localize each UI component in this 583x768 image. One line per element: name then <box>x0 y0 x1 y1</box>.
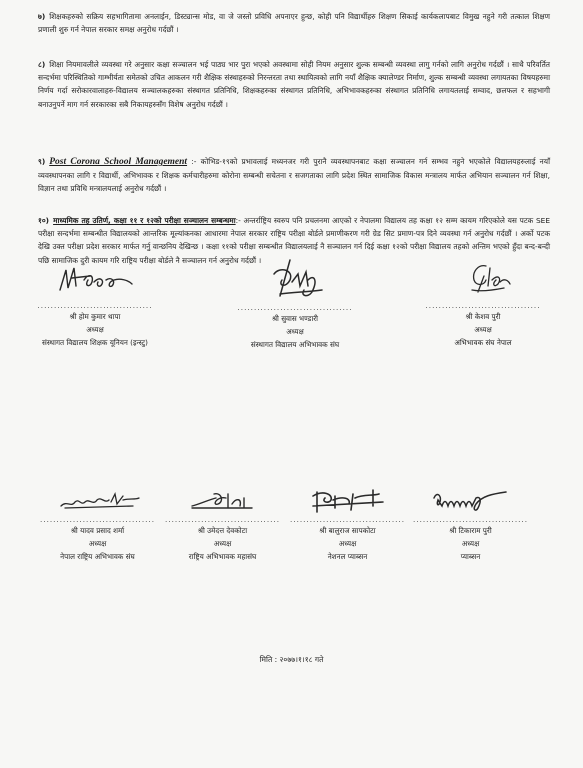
handwritten-signature-icon <box>438 258 528 302</box>
signature-line: ................................... <box>37 302 153 310</box>
signatory-name: श्री बालुराज सापकोटा <box>319 526 376 535</box>
signatory-2 <box>220 256 370 351</box>
paragraph-number: ९) <box>38 157 46 166</box>
handwritten-signature-icon <box>178 486 268 516</box>
signatory-role: अध्यक्ष <box>474 325 492 334</box>
signature-line: ................................... <box>165 516 280 524</box>
signatory-organization: अभिभावक संघ नेपाल <box>454 338 512 347</box>
signatory-role: अध्यक्ष <box>338 539 357 548</box>
handwritten-signature-icon <box>53 486 143 516</box>
signatory-organization: संस्थागत विद्यालय अभिभावक संघ <box>250 340 340 349</box>
signatory-name: श्री उमेदत्त देवकोटा <box>197 526 248 535</box>
handwritten-signature-icon <box>250 256 340 304</box>
paragraph-heading: माध्यमिक तह उतिर्ण, कक्षा ११ र १२को परीक्षा सञ्चालन सम्बन्धमा <box>53 216 236 225</box>
paragraph-number: १०) <box>38 216 50 225</box>
signatory-role: अध्यक्ष <box>88 539 107 548</box>
signatory-organization: नेपाल राष्ट्रिय अभिभावक संघ <box>60 552 135 561</box>
signature-line: ................................... <box>237 304 353 312</box>
signatory-5 <box>160 486 285 563</box>
signatory-4 <box>35 486 160 563</box>
paragraph-8 <box>38 58 550 111</box>
document-date: मिति : २०७७।१।१८ गते <box>259 655 324 664</box>
handwritten-signature-icon <box>426 486 516 516</box>
signatory-name: श्री होम कुमार थापा <box>69 312 121 321</box>
signatory-7 <box>408 486 533 563</box>
signature-line: ................................... <box>413 516 528 524</box>
paragraph-text: :- कोभिड-१९को प्रभावलाई मध्यनजर गरी पुरानै व्यवस्थापनबाट कक्षा सञ्चालन गर्न सम्भव नहुने भएकोले विद्यालयहरुलाई नयाँ व्यवस्थापनका लागि र विद्यार्थी, अभिभावक र शिक्षक कर्मचारीहरुमा कोरोना सम्बन्धी सचेतना र सजगताका लागि प्रदेश स्थित सामाजिक विकास मन्त्रालय मार्फत अभियान सञ्चालन गर्न शिक्षा, विज्ञान तथा प्रविधि मन्त्रालयलाई अनुरोध गर्दछौं । <box>38 157 550 194</box>
paragraph-text: :- अन्तर्राष्ट्रिय स्वरुप पनि प्रचलनमा आएको र नेपालमा विद्यालय तह कक्षा १२ सम्म कायम गरिएकोले यस पटक SEE परीक्षा सन्दर्भमा सम्बन्धीत विद्यालयको आन्तरिक मूल्यांकनका आधारमा नेपाल सरकार राष्ट्रिय परीक्षा बोर्डले प्रमाणीकरण गरी ग्रेड सिट प्रमाण-पत्र दिने व्यवस्था गर्न अनुरोध गर्दछौं । अर्को पटक देखि उक्त परीक्षा प्रदेश सरकार मार्फत गर्नु वान्छनिय देखिन्छ । कक्षा ११को परीक्षा सम्बन्धीत विद्यालयलाई नै सञ्चालन गर्न दिई कक्षा १२को परीक्षा विद्यालय तहको अन्तिम भएको हुँदा बन्द-बन्दी पछि सामाजिक दुरी कायम गरि राष्ट्रिय परीक्षा बोर्डले नै सञ्चालन गर्न अनुरोध गर्दछौं । <box>38 216 550 265</box>
signatory-3 <box>408 258 558 349</box>
paragraph-heading: Post Corona School Management <box>49 157 188 167</box>
signatory-organization: संस्थागत विद्यालय शिक्षक यूनियन (इन्स्टु) <box>42 338 148 347</box>
signatory-role: अध्यक्ष <box>213 539 232 548</box>
signatory-role: अध्यक्ष <box>461 539 480 548</box>
signatory-organization: राष्ट्रिय अभिभावक महासंघ <box>188 552 257 561</box>
handwritten-signature-icon <box>303 486 393 516</box>
paragraph-text: शिक्षा नियमावलीले व्यवस्था गरे अनुसार कक्षा सञ्चालन भई पाठ्य भार पुरा भएको अवस्थामा सोही नियम अनुसार शुल्क सम्बन्धी व्यवस्था लागु गर्नको लागि अनुरोध गर्दछौं । साथै परिवर्तित सन्दर्भमा परिस्थितिको गाम्भीर्यता समेतको उचित आकलन गरी शैक्षिक संस्थाहरुको निरन्तरता तथा स्थायित्वको लागि नयाँ शैक्षिक क्यालेण्डर निर्माण, शुल्क सम्बन्धी व्यवस्था लगायतका विषयहरुमा निर्णय गर्दा सरोकारवालाहरु-विद्यालय सञ्चालकहरुका संस्थागत प्रतिनिधि, शिक्षकहरुका संस्थागत प्रतिनिधि, अभिभावकहरुका संस्थागत प्रतिनिधि लगायतलाई सम्वाद, छलफल र सहभागी बनाउनुपर्ने माग गर्न सरकारका सबै निकायहरुसँग विशेष अनुरोध गर्दछौं । <box>38 60 550 109</box>
paragraph-number: ७) <box>38 12 46 21</box>
signatory-name: श्री केशव पुरी <box>465 312 501 321</box>
paragraph-number: ८) <box>38 60 46 69</box>
signatory-name: श्री यादव प्रसाद शर्मा <box>70 526 125 535</box>
signatory-name: श्री सुवास भण्डारी <box>271 314 319 323</box>
signature-line: ................................... <box>290 516 405 524</box>
signatory-6 <box>285 486 410 563</box>
signatory-organization: नेशनल प्याब्सन <box>327 552 368 561</box>
signatory-name: श्री टिकाराम पुरी <box>449 526 492 535</box>
paragraph-9 <box>38 155 550 196</box>
paragraph-7 <box>38 10 550 36</box>
signatory-1 <box>20 258 170 349</box>
signatory-role: अध्यक्ष <box>86 325 104 334</box>
paragraph-text: शिक्षकहरुको सक्रिय सहभागितामा अनलाईन, डिस्ट्यान्स मोड, वा जे जस्तो प्रविधि अपनाएर हुन्छ, कोही पनि विद्यार्थीहरु शिक्षण सिकाई कार्यकलापबाट विमुख नहुने गरी तत्काल शिक्षण प्रणाली शुरु गर्न नेपाल सरकार समक्ष अनुरोध गर्दछौं । <box>38 12 550 35</box>
handwritten-signature-icon <box>50 258 140 302</box>
signatory-role: अध्यक्ष <box>286 327 304 336</box>
signature-line: ................................... <box>425 302 541 310</box>
signatory-organization: प्याब्सन <box>460 552 481 561</box>
signature-line: ................................... <box>40 516 155 524</box>
